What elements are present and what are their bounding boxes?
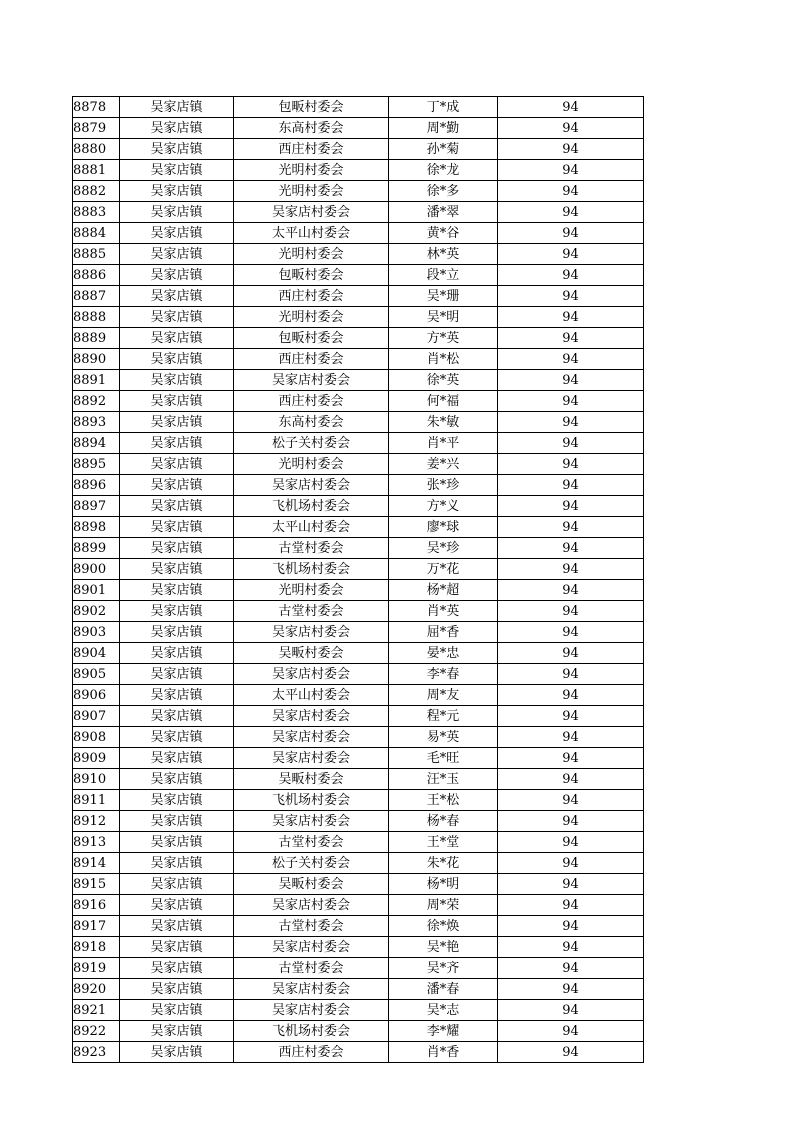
village-committee-cell: 包畈村委会: [234, 265, 389, 286]
person-name-cell: 朱*花: [389, 853, 498, 874]
town-cell: 吴家店镇: [120, 349, 234, 370]
table-row: [73, 517, 644, 538]
town-cell: 吴家店镇: [120, 475, 234, 496]
town-cell: 吴家店镇: [120, 517, 234, 538]
row-id-cell: 8909: [73, 748, 120, 769]
table-row: [73, 1042, 644, 1063]
score-cell: 94: [498, 559, 644, 580]
score-cell: 94: [498, 265, 644, 286]
village-committee-cell: 吴家店村委会: [234, 622, 389, 643]
table-row: [73, 286, 644, 307]
row-id-cell: 8890: [73, 349, 120, 370]
row-id-cell: 8892: [73, 391, 120, 412]
table-row: [73, 811, 644, 832]
person-name-cell: 程*元: [389, 706, 498, 727]
person-name-cell: 张*珍: [389, 475, 498, 496]
village-committee-cell: 吴家店村委会: [234, 811, 389, 832]
table-row: [73, 160, 644, 181]
person-name-cell: 周*荣: [389, 895, 498, 916]
table-row: [73, 1021, 644, 1042]
person-name-cell: 周*勤: [389, 118, 498, 139]
table-row: [73, 223, 644, 244]
row-id-cell: 8895: [73, 454, 120, 475]
row-id-cell: 8897: [73, 496, 120, 517]
town-cell: 吴家店镇: [120, 727, 234, 748]
person-name-cell: 何*福: [389, 391, 498, 412]
person-name-cell: 方*义: [389, 496, 498, 517]
row-id-cell: 8891: [73, 370, 120, 391]
town-cell: 吴家店镇: [120, 664, 234, 685]
table-row: [73, 328, 644, 349]
person-name-cell: 吴*艳: [389, 937, 498, 958]
table-row: [73, 454, 644, 475]
score-cell: 94: [498, 307, 644, 328]
row-id-cell: 8905: [73, 664, 120, 685]
score-cell: 94: [498, 937, 644, 958]
person-name-cell: 徐*英: [389, 370, 498, 391]
table-row: [73, 475, 644, 496]
row-id-cell: 8914: [73, 853, 120, 874]
table-row: [73, 349, 644, 370]
score-cell: 94: [498, 286, 644, 307]
village-committee-cell: 吴家店村委会: [234, 979, 389, 1000]
row-id-cell: 8903: [73, 622, 120, 643]
person-name-cell: 潘*翠: [389, 202, 498, 223]
row-id-cell: 8906: [73, 685, 120, 706]
town-cell: 吴家店镇: [120, 139, 234, 160]
village-committee-cell: 包畈村委会: [234, 97, 389, 118]
table-row: [73, 832, 644, 853]
person-name-cell: 林*英: [389, 244, 498, 265]
score-cell: 94: [498, 181, 644, 202]
score-cell: 94: [498, 916, 644, 937]
town-cell: 吴家店镇: [120, 328, 234, 349]
row-id-cell: 8879: [73, 118, 120, 139]
table-row: [73, 370, 644, 391]
score-cell: 94: [498, 1042, 644, 1063]
town-cell: 吴家店镇: [120, 811, 234, 832]
person-name-cell: 汪*玉: [389, 769, 498, 790]
town-cell: 吴家店镇: [120, 706, 234, 727]
town-cell: 吴家店镇: [120, 160, 234, 181]
row-id-cell: 8886: [73, 265, 120, 286]
row-id-cell: 8916: [73, 895, 120, 916]
town-cell: 吴家店镇: [120, 286, 234, 307]
score-cell: 94: [498, 1021, 644, 1042]
row-id-cell: 8902: [73, 601, 120, 622]
village-committee-cell: 松子关村委会: [234, 433, 389, 454]
roster-table: [72, 96, 644, 1063]
person-name-cell: 李*耀: [389, 1021, 498, 1042]
town-cell: 吴家店镇: [120, 916, 234, 937]
table-row: [73, 97, 644, 118]
score-cell: 94: [498, 538, 644, 559]
score-cell: 94: [498, 97, 644, 118]
score-cell: 94: [498, 244, 644, 265]
person-name-cell: 杨*春: [389, 811, 498, 832]
row-id-cell: 8888: [73, 307, 120, 328]
score-cell: 94: [498, 685, 644, 706]
row-id-cell: 8922: [73, 1021, 120, 1042]
row-id-cell: 8917: [73, 916, 120, 937]
row-id-cell: 8912: [73, 811, 120, 832]
row-id-cell: 8898: [73, 517, 120, 538]
village-committee-cell: 古堂村委会: [234, 958, 389, 979]
score-cell: 94: [498, 433, 644, 454]
person-name-cell: 徐*多: [389, 181, 498, 202]
table-row: [73, 601, 644, 622]
score-cell: 94: [498, 874, 644, 895]
row-id-cell: 8880: [73, 139, 120, 160]
village-committee-cell: 吴家店村委会: [234, 748, 389, 769]
town-cell: 吴家店镇: [120, 454, 234, 475]
table-row: [73, 118, 644, 139]
score-cell: 94: [498, 895, 644, 916]
row-id-cell: 8900: [73, 559, 120, 580]
village-committee-cell: 光明村委会: [234, 160, 389, 181]
row-id-cell: 8896: [73, 475, 120, 496]
person-name-cell: 毛*旺: [389, 748, 498, 769]
table-row: [73, 727, 644, 748]
person-name-cell: 王*堂: [389, 832, 498, 853]
row-id-cell: 8881: [73, 160, 120, 181]
table-row: [73, 958, 644, 979]
score-cell: 94: [498, 118, 644, 139]
town-cell: 吴家店镇: [120, 748, 234, 769]
town-cell: 吴家店镇: [120, 370, 234, 391]
town-cell: 吴家店镇: [120, 496, 234, 517]
score-cell: 94: [498, 391, 644, 412]
village-committee-cell: 东高村委会: [234, 412, 389, 433]
village-committee-cell: 古堂村委会: [234, 916, 389, 937]
town-cell: 吴家店镇: [120, 97, 234, 118]
score-cell: 94: [498, 1000, 644, 1021]
table-row: [73, 895, 644, 916]
row-id-cell: 8893: [73, 412, 120, 433]
table-row: [73, 874, 644, 895]
table-row: [73, 706, 644, 727]
town-cell: 吴家店镇: [120, 559, 234, 580]
village-committee-cell: 光明村委会: [234, 454, 389, 475]
town-cell: 吴家店镇: [120, 223, 234, 244]
table-row: [73, 853, 644, 874]
score-cell: 94: [498, 958, 644, 979]
town-cell: 吴家店镇: [120, 433, 234, 454]
village-committee-cell: 古堂村委会: [234, 601, 389, 622]
row-id-cell: 8923: [73, 1042, 120, 1063]
village-committee-cell: 吴家店村委会: [234, 937, 389, 958]
town-cell: 吴家店镇: [120, 622, 234, 643]
table-row: [73, 265, 644, 286]
row-id-cell: 8904: [73, 643, 120, 664]
village-committee-cell: 西庄村委会: [234, 286, 389, 307]
village-committee-cell: 光明村委会: [234, 181, 389, 202]
row-id-cell: 8889: [73, 328, 120, 349]
village-committee-cell: 古堂村委会: [234, 538, 389, 559]
town-cell: 吴家店镇: [120, 832, 234, 853]
score-cell: 94: [498, 769, 644, 790]
town-cell: 吴家店镇: [120, 391, 234, 412]
row-id-cell: 8885: [73, 244, 120, 265]
town-cell: 吴家店镇: [120, 412, 234, 433]
town-cell: 吴家店镇: [120, 1000, 234, 1021]
score-cell: 94: [498, 811, 644, 832]
row-id-cell: 8919: [73, 958, 120, 979]
village-committee-cell: 东高村委会: [234, 118, 389, 139]
town-cell: 吴家店镇: [120, 202, 234, 223]
person-name-cell: 徐*龙: [389, 160, 498, 181]
table-row: [73, 202, 644, 223]
town-cell: 吴家店镇: [120, 580, 234, 601]
table-row: [73, 307, 644, 328]
table-row: [73, 643, 644, 664]
person-name-cell: 易*英: [389, 727, 498, 748]
town-cell: 吴家店镇: [120, 265, 234, 286]
score-cell: 94: [498, 706, 644, 727]
town-cell: 吴家店镇: [120, 853, 234, 874]
village-committee-cell: 飞机场村委会: [234, 790, 389, 811]
town-cell: 吴家店镇: [120, 937, 234, 958]
town-cell: 吴家店镇: [120, 1021, 234, 1042]
score-cell: 94: [498, 832, 644, 853]
village-committee-cell: 吴家店村委会: [234, 370, 389, 391]
village-committee-cell: 飞机场村委会: [234, 496, 389, 517]
town-cell: 吴家店镇: [120, 685, 234, 706]
person-name-cell: 屈*香: [389, 622, 498, 643]
table-row: [73, 769, 644, 790]
table-row: [73, 412, 644, 433]
row-id-cell: 8882: [73, 181, 120, 202]
score-cell: 94: [498, 517, 644, 538]
person-name-cell: 万*花: [389, 559, 498, 580]
score-cell: 94: [498, 853, 644, 874]
table-row: [73, 622, 644, 643]
village-committee-cell: 太平山村委会: [234, 223, 389, 244]
row-id-cell: 8915: [73, 874, 120, 895]
village-committee-cell: 古堂村委会: [234, 832, 389, 853]
table-row: [73, 580, 644, 601]
row-id-cell: 8899: [73, 538, 120, 559]
village-committee-cell: 吴畈村委会: [234, 643, 389, 664]
village-committee-cell: 包畈村委会: [234, 328, 389, 349]
score-cell: 94: [498, 370, 644, 391]
score-cell: 94: [498, 223, 644, 244]
score-cell: 94: [498, 979, 644, 1000]
score-cell: 94: [498, 139, 644, 160]
score-cell: 94: [498, 328, 644, 349]
person-name-cell: 肖*香: [389, 1042, 498, 1063]
table-row: [73, 538, 644, 559]
row-id-cell: 8887: [73, 286, 120, 307]
town-cell: 吴家店镇: [120, 979, 234, 1000]
person-name-cell: 王*松: [389, 790, 498, 811]
row-id-cell: 8884: [73, 223, 120, 244]
table-row: [73, 559, 644, 580]
table-row: [73, 916, 644, 937]
row-id-cell: 8913: [73, 832, 120, 853]
town-cell: 吴家店镇: [120, 874, 234, 895]
row-id-cell: 8907: [73, 706, 120, 727]
person-name-cell: 丁*成: [389, 97, 498, 118]
person-name-cell: 段*立: [389, 265, 498, 286]
village-committee-cell: 吴家店村委会: [234, 706, 389, 727]
person-name-cell: 李*春: [389, 664, 498, 685]
village-committee-cell: 西庄村委会: [234, 1042, 389, 1063]
person-name-cell: 朱*敏: [389, 412, 498, 433]
score-cell: 94: [498, 622, 644, 643]
person-name-cell: 孙*菊: [389, 139, 498, 160]
score-cell: 94: [498, 202, 644, 223]
row-id-cell: 8878: [73, 97, 120, 118]
score-cell: 94: [498, 727, 644, 748]
person-name-cell: 徐*焕: [389, 916, 498, 937]
table-row: [73, 748, 644, 769]
person-name-cell: 吴*明: [389, 307, 498, 328]
row-id-cell: 8920: [73, 979, 120, 1000]
town-cell: 吴家店镇: [120, 958, 234, 979]
person-name-cell: 方*英: [389, 328, 498, 349]
village-committee-cell: 吴家店村委会: [234, 1000, 389, 1021]
village-committee-cell: 光明村委会: [234, 307, 389, 328]
score-cell: 94: [498, 454, 644, 475]
table-row: [73, 391, 644, 412]
town-cell: 吴家店镇: [120, 244, 234, 265]
village-committee-cell: 吴家店村委会: [234, 475, 389, 496]
person-name-cell: 肖*英: [389, 601, 498, 622]
person-name-cell: 吴*齐: [389, 958, 498, 979]
score-cell: 94: [498, 601, 644, 622]
village-committee-cell: 飞机场村委会: [234, 1021, 389, 1042]
row-id-cell: 8901: [73, 580, 120, 601]
person-name-cell: 晏*忠: [389, 643, 498, 664]
person-name-cell: 肖*平: [389, 433, 498, 454]
table-row: [73, 1000, 644, 1021]
village-committee-cell: 吴家店村委会: [234, 895, 389, 916]
village-committee-cell: 太平山村委会: [234, 685, 389, 706]
village-committee-cell: 西庄村委会: [234, 349, 389, 370]
village-committee-cell: 西庄村委会: [234, 391, 389, 412]
person-name-cell: 廖*球: [389, 517, 498, 538]
person-name-cell: 杨*明: [389, 874, 498, 895]
table-row: [73, 664, 644, 685]
village-committee-cell: 松子关村委会: [234, 853, 389, 874]
score-cell: 94: [498, 748, 644, 769]
roster-table-body: [73, 97, 644, 1063]
village-committee-cell: 光明村委会: [234, 244, 389, 265]
table-row: [73, 979, 644, 1000]
score-cell: 94: [498, 580, 644, 601]
person-name-cell: 潘*春: [389, 979, 498, 1000]
village-committee-cell: 飞机场村委会: [234, 559, 389, 580]
town-cell: 吴家店镇: [120, 1042, 234, 1063]
person-name-cell: 吴*珍: [389, 538, 498, 559]
person-name-cell: 吴*珊: [389, 286, 498, 307]
score-cell: 94: [498, 412, 644, 433]
village-committee-cell: 光明村委会: [234, 580, 389, 601]
village-committee-cell: 太平山村委会: [234, 517, 389, 538]
table-row: [73, 433, 644, 454]
town-cell: 吴家店镇: [120, 181, 234, 202]
score-cell: 94: [498, 643, 644, 664]
town-cell: 吴家店镇: [120, 118, 234, 139]
table-row: [73, 181, 644, 202]
person-name-cell: 周*友: [389, 685, 498, 706]
person-name-cell: 姜*兴: [389, 454, 498, 475]
row-id-cell: 8921: [73, 1000, 120, 1021]
village-committee-cell: 吴畈村委会: [234, 874, 389, 895]
row-id-cell: 8883: [73, 202, 120, 223]
person-name-cell: 杨*超: [389, 580, 498, 601]
score-cell: 94: [498, 790, 644, 811]
table-row: [73, 685, 644, 706]
person-name-cell: 黄*谷: [389, 223, 498, 244]
town-cell: 吴家店镇: [120, 790, 234, 811]
score-cell: 94: [498, 349, 644, 370]
score-cell: 94: [498, 475, 644, 496]
village-committee-cell: 吴家店村委会: [234, 664, 389, 685]
village-committee-cell: 吴家店村委会: [234, 727, 389, 748]
score-cell: 94: [498, 160, 644, 181]
village-committee-cell: 吴家店村委会: [234, 202, 389, 223]
town-cell: 吴家店镇: [120, 538, 234, 559]
score-cell: 94: [498, 496, 644, 517]
table-row: [73, 496, 644, 517]
row-id-cell: 8911: [73, 790, 120, 811]
row-id-cell: 8918: [73, 937, 120, 958]
town-cell: 吴家店镇: [120, 895, 234, 916]
score-cell: 94: [498, 664, 644, 685]
table-row: [73, 139, 644, 160]
town-cell: 吴家店镇: [120, 643, 234, 664]
village-committee-cell: 西庄村委会: [234, 139, 389, 160]
person-name-cell: 吴*志: [389, 1000, 498, 1021]
table-row: [73, 244, 644, 265]
row-id-cell: 8894: [73, 433, 120, 454]
table-row: [73, 937, 644, 958]
town-cell: 吴家店镇: [120, 769, 234, 790]
table-row: [73, 790, 644, 811]
village-committee-cell: 吴畈村委会: [234, 769, 389, 790]
row-id-cell: 8910: [73, 769, 120, 790]
row-id-cell: 8908: [73, 727, 120, 748]
person-name-cell: 肖*松: [389, 349, 498, 370]
town-cell: 吴家店镇: [120, 601, 234, 622]
town-cell: 吴家店镇: [120, 307, 234, 328]
